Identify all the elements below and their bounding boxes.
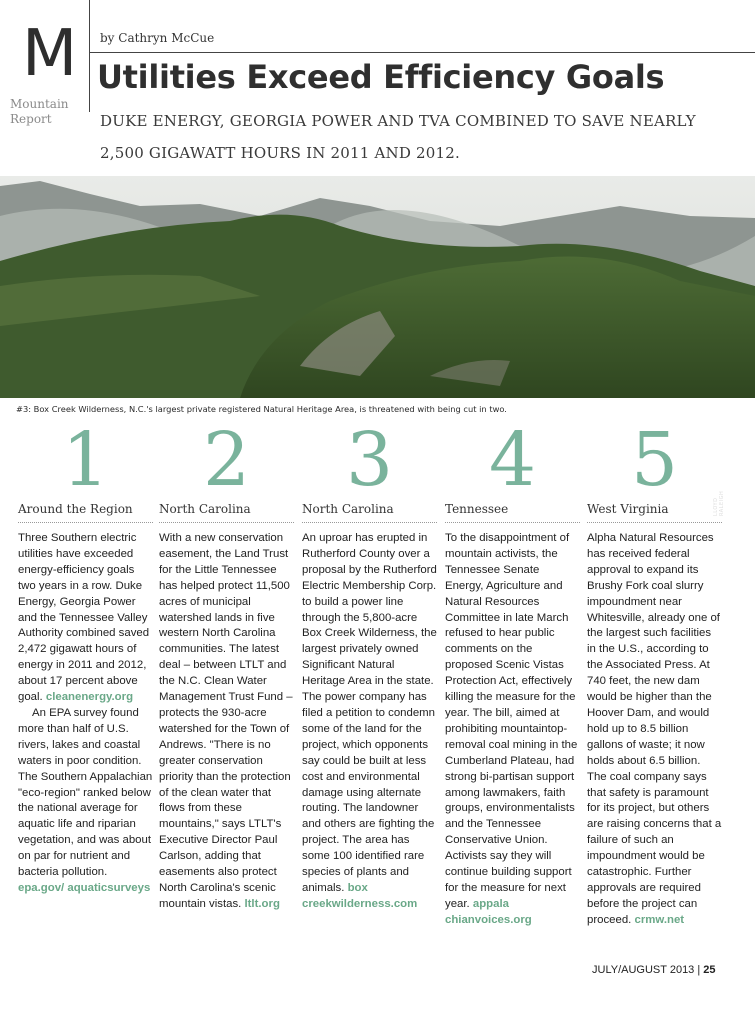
news-item-5 [587, 417, 722, 929]
news-item-3 [302, 417, 437, 913]
mountain-landscape-image [0, 176, 755, 398]
section-label-line-2: Report [10, 112, 52, 126]
item-body [587, 531, 722, 929]
item-number: 2 [202, 417, 251, 503]
item-text: With a new conservation easement, the Land Trust for the Little Tennessee has helped protect 11,500 acres of municipal watershed lands in five western North Carolina communities. The latest deal – between LTLT and the N.C. Clean Water Management Trust Fund – protects the 930-acre watershed for the Town of Andrews. "There is no greater conservation priority than the protection of the clean water that flows from these mountains," says LTLT's Executive Director Paul Carlson, adding that easements also protect North Carolina's scenic mountain vistas. [159, 532, 293, 910]
page-number: 25 [703, 964, 716, 976]
item-text: An uproar has erupted in Rutherford County over a proposal by the Rutherford Electric Membership Corp. to build a power line through the 5,800-acre Box Creek Wilderness, the largest privately owned Significant Natural Heritage Area in the state. The power company has filed a petition to condemn some of the land for the project, which opponents say could be built at less cost and environmental damage using alternate routing. The landowner and others are fighting the project. The area has some 100 identified rare species of plants and animals. [302, 532, 437, 894]
dotted-divider [302, 522, 437, 523]
subhead: DUKE ENERGY, GEORGIA POWER AND TVA COMBINED TO SAVE NEARLY 2,500 GIGAWATT HOURS IN 2011 AND 2012. [100, 112, 696, 162]
photo-credit: LLOYD RALEIGH [713, 490, 725, 516]
header-vertical-rule [89, 0, 90, 112]
issue-date: JULY/AUGUST 2013 [592, 964, 695, 976]
item-link[interactable]: epa.gov/ aquaticsurveys [18, 881, 151, 894]
item-text: An EPA survey found more than half of U.S. rivers, lakes and coastal waters in poor condition. The Southern Appalachian "eco-region" ranked below the national average for aquatic life and riparian vegetation, and was about on par for nutrient and bacteria pollution. [18, 706, 153, 879]
item-text: Alpha Natural Resources has received federal approval to expand its Brushy Fork coal slurry impoundment near Whitesville, already one of the largest such facilities in the U.S., according to the Associated Press. At 740 feet, the new dam would be higher than the Hoover Dam, and would hold up to 8.5 billion gallons of waste; it now holds about 6.5 billion. The coal company says that safety is paramount for its project, but others are raising concerns that a failure of such an impoundment would be catastrophic. Further approvals are required before the project can proceed. [587, 532, 722, 926]
item-region: Tennessee [445, 502, 509, 516]
item-link[interactable]: box creekwilderness.com [302, 881, 418, 910]
news-item-2 [159, 417, 294, 913]
item-link[interactable]: crmw.net [634, 913, 685, 926]
dotted-divider [159, 522, 294, 523]
item-body [445, 531, 580, 929]
item-region: North Carolina [159, 502, 251, 516]
item-region: North Carolina [302, 502, 394, 516]
item-link[interactable]: ltlt.org [244, 897, 280, 910]
dotted-divider [445, 522, 580, 523]
item-region: West Virginia [587, 502, 669, 516]
dotted-divider [18, 522, 153, 523]
item-body [302, 531, 437, 913]
section-initial: M [22, 17, 76, 91]
item-number: 1 [61, 417, 110, 503]
section-label-line-1: Mountain [10, 97, 69, 111]
section-label [10, 97, 69, 127]
dotted-divider [587, 522, 722, 523]
page-footer [592, 964, 716, 976]
item-body [18, 531, 153, 897]
item-number: 4 [488, 417, 537, 503]
item-link[interactable]: appala chianvoices.org [445, 897, 532, 926]
photo-caption: #3: Box Creek Wilderness, N.C.'s largest private registered Natural Heritage Area, is threatened with being cut in two. [16, 404, 507, 414]
item-region: Around the Region [18, 502, 133, 516]
byline: by Cathryn McCue [100, 31, 215, 45]
item-text: Three Southern electric utilities have exceeded energy-efficiency goals two years in a row. Duke Energy, Georgia Power and the Tennessee Valley Authority combined saved 2,472 gigawatt hours of energy in 2011 and 2012, about 17 percent above goal. [18, 532, 150, 704]
item-text: To the disappointment of mountain activists, the Tennessee Senate Energy, Agriculture and Natural Resources Committee in late March refused to hear public comments on the proposed Scenic Vistas Protection Act, effectively killing the measure for the year. The bill, aimed at prohibiting mountaintop-removal coal mining in the Cumberland Plateau, had strong bi-partisan support among lawmakers, faith groups, environmentalists and the Tennessee Conservative Union. Activists say they will continue building support for the measure for next year. [445, 532, 578, 910]
footer-separator: | [697, 964, 701, 976]
item-number: 3 [345, 417, 394, 503]
item-number: 5 [630, 417, 679, 503]
item-body [159, 531, 294, 913]
news-item-4 [445, 417, 580, 929]
headline: Utilities Exceed Efficiency Goals [97, 58, 665, 96]
news-item-1 [18, 417, 153, 897]
item-link[interactable]: cleanenergy.org [45, 691, 134, 704]
header-horizontal-rule [89, 52, 755, 53]
